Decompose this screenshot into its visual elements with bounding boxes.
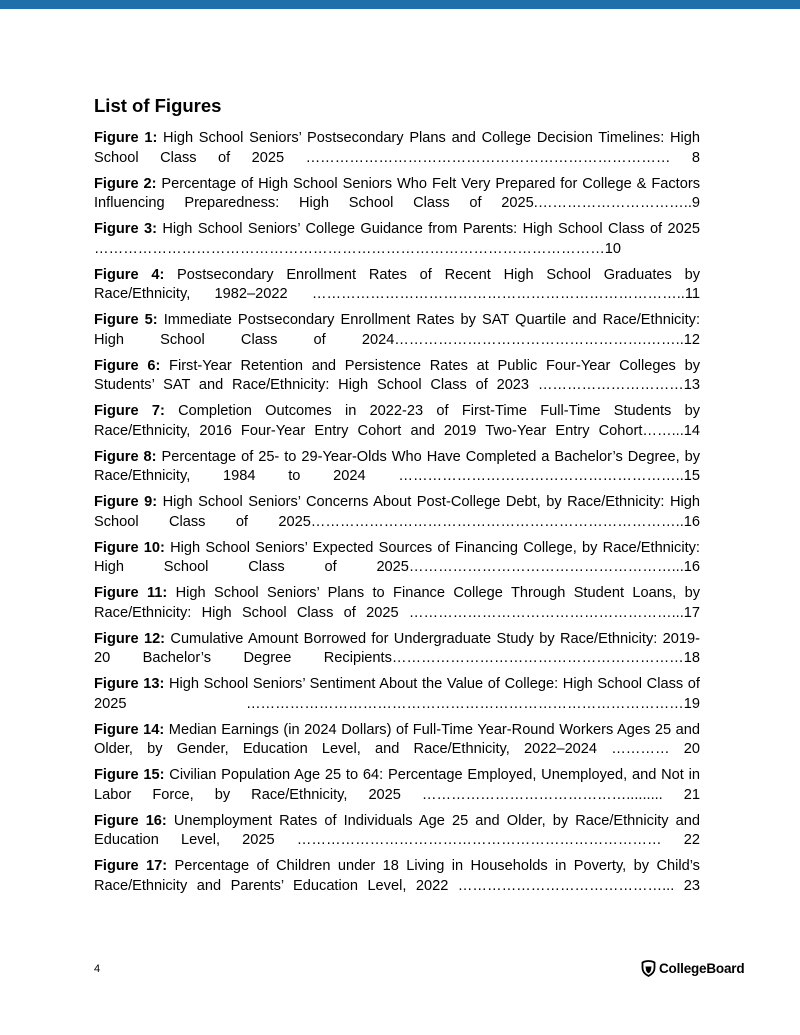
figure-entry-label: Figure 1: [94, 130, 158, 146]
figure-entry-label: Figure 9: [94, 494, 158, 510]
figure-entry[interactable] [94, 493, 700, 532]
figure-entry-label: Figure 17: [94, 858, 168, 874]
figure-entry[interactable] [94, 812, 700, 851]
figure-entry-label: Figure 2: [94, 175, 157, 192]
figure-entry-text: High School Seniors’ Postsecondary Plans and College Decision Timelines: High School Class of 2025 ………………………………………………………………… 8 [94, 130, 701, 166]
figure-entry-text: Immediate Postsecondary Enrollment Rates by SAT Quartile and Race/Ethnicity: High School Class of 2024…………………………………………….……..12 [94, 312, 701, 348]
figure-entry-text: High School Seniors’ Expected Sources of Financing College, by Race/Ethnicity: High School Class of 2025………………………………………………...16 [94, 539, 700, 575]
figure-entry[interactable] [94, 311, 700, 350]
figure-entry-text: Median Earnings (in 2024 Dollars) of Full-Time Year-Round Workers Ages 25 and Older, by Gender, Education Level, and Race/Ethnicity, 2022–2024 ………… 20 [94, 721, 700, 757]
figure-entry-text: High School Seniors’ Sentiment About the Value of College: High School Class of 2025 ………………………………………………………………………………19 [94, 676, 700, 712]
top-accent-bar [0, 0, 800, 9]
figure-entry[interactable] [94, 402, 700, 441]
figure-entry-text: First-Year Retention and Persistence Rates at Public Four-Year Colleges by Students’ SAT and Race/Ethnicity: High School Class of 2023 …………………………13 [94, 357, 700, 393]
figure-entry-label: Figure 5: [94, 312, 158, 328]
figure-entry-text: Cumulative Amount Borrowed for Undergraduate Study by Race/Ethnicity: 2019-20 Bachelor’s Degree Recipients……………………………………………………18 [94, 630, 700, 666]
figure-entry-label: Figure 10: [94, 539, 165, 556]
college-board-logo [641, 960, 744, 977]
figure-entry-text: Civilian Population Age 25 to 64: Percentage Employed, Unemployed, and Not in Labor Force, by Race/Ethnicity, 2025 ……………………………………......... 21 [94, 767, 701, 803]
figure-entry[interactable] [94, 584, 700, 623]
figure-entry-label: Figure 3: [94, 221, 157, 237]
figure-entry-label: Figure 8: [94, 448, 157, 465]
figure-entry[interactable] [94, 175, 700, 214]
figure-entry-text: Postsecondary Enrollment Rates of Recent High School Graduates by Race/Ethnicity, 1982–2022 …………………………………………………………………..11 [94, 266, 700, 302]
acorn-shield-icon [641, 960, 656, 977]
figure-entry-label: Figure 14: [94, 721, 165, 738]
figure-entry-label: Figure 13: [94, 676, 165, 692]
figure-entry[interactable] [94, 766, 700, 805]
figure-entry[interactable] [94, 857, 700, 896]
figure-entry-text: High School Seniors’ College Guidance from Parents: High School Class of 2025 ……………………………………………………………………………………………10 [94, 221, 700, 257]
figure-entry-text: Percentage of High School Seniors Who Felt Very Prepared for College & Factors Influencing Preparedness: High School Class of 2025.…………………………..9 [94, 175, 700, 211]
figure-entry-label: Figure 12: [94, 630, 166, 647]
figure-entry-text: High School Seniors’ Concerns About Post-College Debt, by Race/Ethnicity: High School Class of 2025…………………………………………………………………..16 [94, 494, 700, 530]
page-title: List of Figures [94, 95, 222, 116]
figure-entry-text: High School Seniors’ Plans to Finance College Through Student Loans, by Race/Ethnicity: High School Class of 2025 ………………………………………………...17 [94, 585, 700, 621]
figures-list [94, 129, 700, 896]
figure-entry[interactable] [94, 357, 700, 396]
figure-entry-text: Percentage of 25- to 29-Year-Olds Who Have Completed a Bachelor’s Degree, by Race/Ethnicity, 1984 to 2024 …………………………………………………..15 [94, 448, 700, 484]
figure-entry[interactable] [94, 266, 700, 305]
figure-entry-text: Unemployment Rates of Individuals Age 25 and Older, by Race/Ethnicity and Education Level, 2025 ………………………………………………………………… 22 [94, 812, 700, 848]
logo-wordmark: CollegeBoard [659, 961, 745, 976]
figure-entry-text: Completion Outcomes in 2022-23 of First-Time Full-Time Students by Race/Ethnicity, 2016 Four-Year Entry Cohort and 2019 Two-Year Entry Cohort……...14 [94, 403, 700, 439]
list-of-figures [94, 94, 700, 903]
figure-entry[interactable] [94, 448, 700, 487]
page-number: 4 [94, 963, 101, 975]
figure-entry[interactable] [94, 630, 700, 669]
figure-entry-label: Figure 6: [94, 357, 161, 374]
figure-entry-text: Percentage of Children under 18 Living in Households in Poverty, by Child’s Race/Ethnicity and Parents’ Education Level, 2022 ……………………………………... 23 [94, 858, 700, 894]
figure-entry[interactable] [94, 721, 700, 760]
figure-entry-label: Figure 7: [94, 403, 165, 419]
figure-entry[interactable] [94, 539, 700, 578]
figure-entry[interactable] [94, 129, 700, 168]
figure-entry-label: Figure 4: [94, 266, 165, 283]
figure-entry-label: Figure 11: [94, 585, 168, 601]
figure-entry[interactable] [94, 675, 700, 714]
figure-entry-label: Figure 16: [94, 812, 167, 829]
figure-entry-label: Figure 15: [94, 767, 165, 783]
figure-entry[interactable] [94, 220, 700, 259]
